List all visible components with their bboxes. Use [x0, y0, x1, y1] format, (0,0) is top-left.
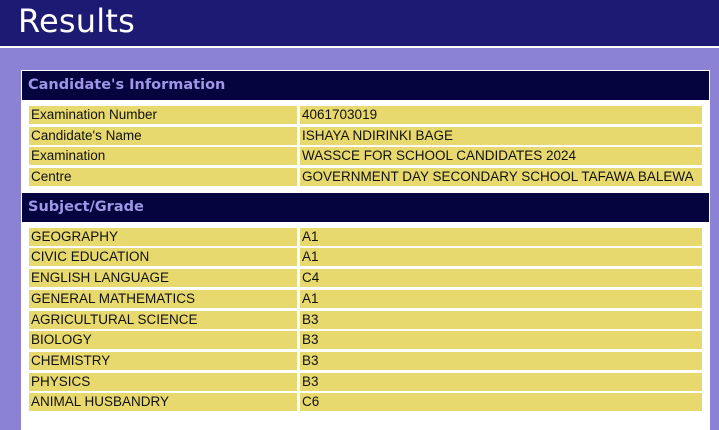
subject-name: GENERAL MATHEMATICS — [29, 290, 297, 308]
subject-name: CHEMISTRY — [29, 352, 297, 370]
page-header — [0, 0, 719, 48]
subject-grade: A1 — [300, 228, 702, 246]
info-label: Examination Number — [29, 106, 297, 124]
subject-grade: C6 — [300, 393, 702, 411]
info-value: GOVERNMENT DAY SECONDARY SCHOOL TAFAWA BALEWA — [300, 168, 702, 186]
subject-grade-table — [21, 222, 710, 412]
subject-name: CIVIC EDUCATION — [29, 248, 297, 266]
table-row — [29, 393, 702, 411]
table-row — [29, 352, 702, 370]
table-row — [29, 248, 702, 266]
table-row — [29, 269, 702, 287]
subject-name: ANIMAL HUSBANDRY — [29, 393, 297, 411]
subject-name: GEOGRAPHY — [29, 228, 297, 246]
candidate-info-heading: Candidate's Information — [22, 71, 709, 100]
page-title: Results — [18, 2, 135, 40]
subject-grade: A1 — [300, 290, 702, 308]
table-row — [29, 168, 702, 186]
table-row — [29, 331, 702, 349]
subject-name: BIOLOGY — [29, 331, 297, 349]
subject-grade-heading: Subject/Grade — [22, 193, 709, 222]
info-label: Examination — [29, 147, 297, 165]
table-row — [29, 147, 702, 165]
info-value: 4061703019 — [300, 106, 702, 124]
candidate-info-table — [21, 100, 710, 186]
subject-grade: C4 — [300, 269, 702, 287]
subject-name: ENGLISH LANGUAGE — [29, 269, 297, 287]
subject-grade: B3 — [300, 331, 702, 349]
info-value: ISHAYA NDIRINKI BAGE — [300, 127, 702, 145]
subject-grade: A1 — [300, 248, 702, 266]
table-row — [29, 311, 702, 329]
table-row — [29, 228, 702, 246]
table-row — [29, 127, 702, 145]
subject-name: PHYSICS — [29, 373, 297, 391]
subject-grade: B3 — [300, 373, 702, 391]
table-row — [29, 290, 702, 308]
info-value: WASSCE FOR SCHOOL CANDIDATES 2024 — [300, 147, 702, 165]
subject-grade: B3 — [300, 311, 702, 329]
table-row — [29, 106, 702, 124]
table-row — [29, 373, 702, 391]
info-label: Candidate's Name — [29, 127, 297, 145]
subject-name: AGRICULTURAL SCIENCE — [29, 311, 297, 329]
results-panel — [21, 70, 710, 430]
subject-grade: B3 — [300, 352, 702, 370]
info-label: Centre — [29, 168, 297, 186]
